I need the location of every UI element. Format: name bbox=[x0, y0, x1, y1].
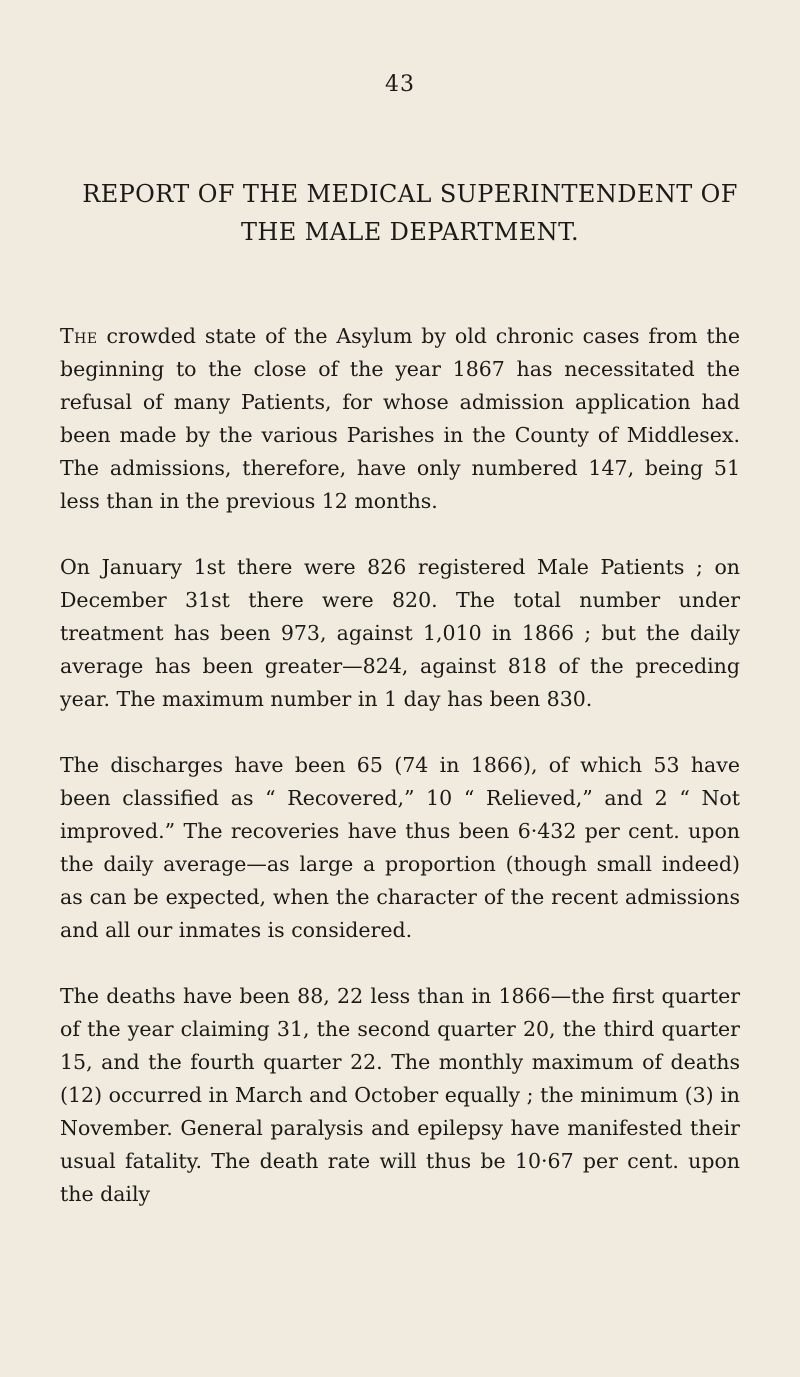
title-line-2: THE MALE DEPARTMENT. bbox=[241, 218, 579, 246]
paragraph-patient-numbers: On January 1st there were 826 registered Male Patients ; on December 31st there were 820. The total number under treatment has been 973, against 1,010 in 1866 ; but the daily average has been greater—824, against 818 of the preceding year. The maximum number in 1 day has been 830. bbox=[60, 555, 740, 711]
report-title bbox=[60, 175, 760, 251]
report-body bbox=[60, 320, 740, 1244]
page-number: 43 bbox=[385, 72, 415, 97]
paragraph-lead-word: The bbox=[60, 324, 98, 348]
paragraph-admissions bbox=[60, 320, 740, 518]
paragraph-deaths: The deaths have been 88, 22 less than in 1866—the first quarter of the year claiming 31, the second quarter 20, the third quarter 15, and the fourth quarter 22. The monthly maximum of deaths (12) occurred in March and October equally ; the minimum (3) in November. General paralysis and epilepsy have manifested their usual fatality. The death rate will thus be 10·67 per cent. upon the daily bbox=[60, 984, 740, 1206]
paragraph-discharges: The discharges have been 65 (74 in 1866), of which 53 have been classified as “ Recovered,” 10 “ Relieved,” and 2 “ Not improved.” The recoveries have thus been 6·432 per cent. upon the daily average—as large a proportion (though small indeed) as can be expected, when the character of the recent admissions and all our inmates is considered. bbox=[60, 753, 740, 942]
title-line-1: REPORT OF THE MEDICAL SUPERINTENDENT OF bbox=[82, 180, 738, 208]
paragraph-text: crowded state of the Asylum by old chronic cases from the beginning to the close of the year 1867 has necessitated the refusal of many Patients, for whose admission application had been made by the various Parishes in the County of Middlesex. The admissions, therefore, have only numbered 147, being 51 less than in the previous 12 months. bbox=[60, 324, 740, 513]
